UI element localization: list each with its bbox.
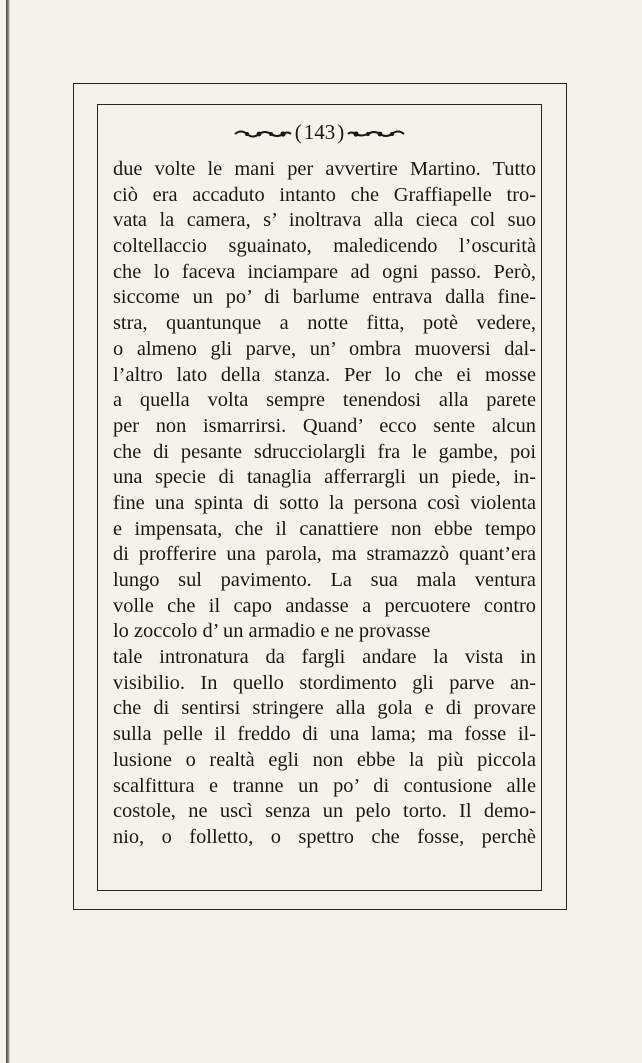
text-line: per non ismarrirsi. Quand’ ecco sente alcun <box>113 414 536 437</box>
page-number: 143 <box>303 120 336 144</box>
text-line: due volte le mani per avvertire Martino. Tutto <box>113 158 536 180</box>
text-line: che lo faceva inciampare ad ogni passo. Però, <box>113 260 536 283</box>
text-line: nio, o folletto, o spettro che fosse, perchè <box>113 825 536 848</box>
left-paren: ( <box>294 120 302 144</box>
text-line: una specie di tanaglia afferrargli un piede, in- <box>113 466 536 489</box>
text-line: coltellaccio sguainato, maledicendo l’oscurità <box>113 235 536 258</box>
text-line: costole, ne uscì senza un pelo torto. Il demo- <box>113 800 536 823</box>
text-line: siccome un po’ di barlume entrava dalla fine- <box>113 286 536 309</box>
text-line: visibilio. In quello stordimento gli parve an- <box>113 671 536 694</box>
text-line: lusione o realtà egli non ebbe la più piccola <box>113 748 536 771</box>
text-line: e impensata, che il canattiere non ebbe tempo <box>113 517 536 540</box>
text-line: l’altro lato della stanza. Per lo che ei mosse <box>113 363 536 386</box>
text-line: che di sentirsi stringere alla gola e di provare <box>113 697 536 720</box>
text-line: fine una spinta di sotto la persona così violenta <box>113 491 536 514</box>
right-ornament-icon <box>346 128 406 140</box>
text-line: a quella volta sempre tenendosi alla parete <box>113 389 536 412</box>
text-line: lo zoccolo d’ un armadio e ne provasse <box>113 620 431 643</box>
left-ornament-icon <box>233 128 293 140</box>
text-line: ciò era accaduto intanto che Graffiapelle tro- <box>113 183 536 206</box>
text-line: di profferire una parola, ma stramazzò quant’era <box>113 543 536 566</box>
page-header <box>97 118 542 146</box>
text-line: lungo sul pavimento. La sua mala ventura <box>113 569 536 591</box>
text-line: volle che il capo andasse a percuotere contro <box>113 594 536 617</box>
right-paren: ) <box>337 120 345 144</box>
text-line: stra, quantunque a notte fitta, potè vedere, <box>113 312 536 335</box>
body-text <box>113 157 536 851</box>
text-line: vata la camera, s’ inoltrava alla cieca col suo <box>113 209 536 232</box>
binding-edge <box>6 0 10 1063</box>
text-line: o almeno gli parve, un’ ombra muoversi dal- <box>113 337 536 360</box>
text-line: che di pesante sdrucciolargli fra le gambe, poi <box>113 440 536 463</box>
text-line: sulla pelle il freddo di una lama; ma fosse il- <box>113 723 536 746</box>
text-line: tale intronatura da fargli andare la vista in <box>113 646 536 669</box>
text-line: scalfittura e tranne un po’ di contusione alle <box>113 774 536 797</box>
